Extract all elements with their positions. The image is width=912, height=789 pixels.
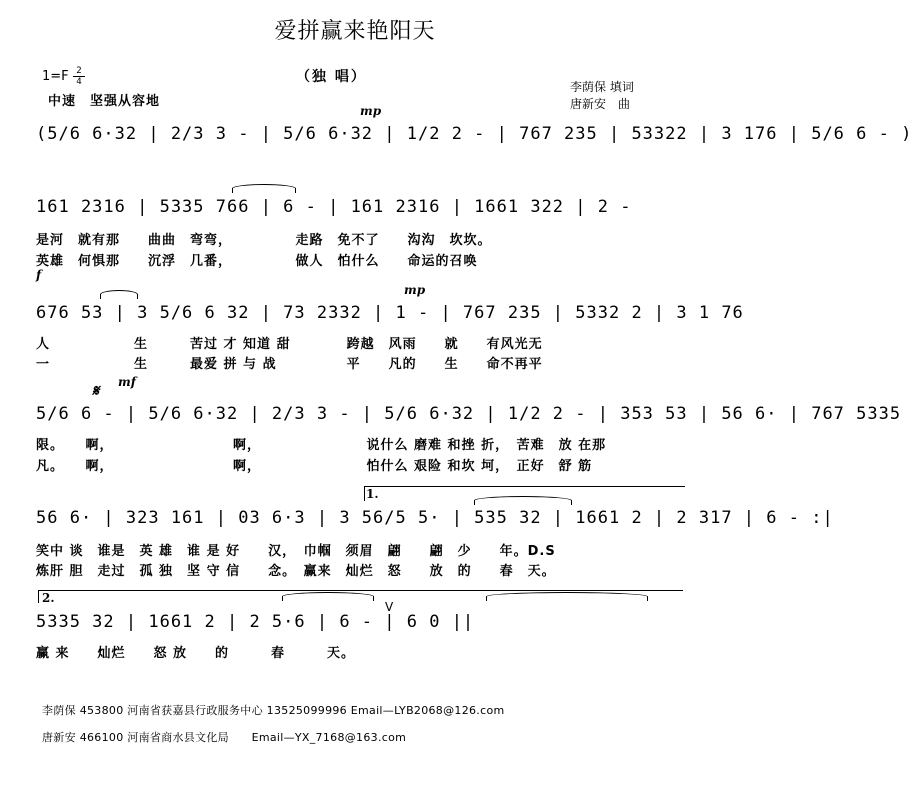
tempo-marking: 中速 坚强从容地 bbox=[48, 94, 161, 109]
performance-type: （独 唱） bbox=[296, 69, 367, 85]
score-system-5: 56 6· | 323 161 | 03 6·3 | 3 56/5 5· | 535 32 | 1661 2 | 2 317 | 6 - :| bbox=[36, 508, 834, 528]
song-title: 爱拼赢来艳阳天 bbox=[274, 19, 436, 44]
lyrics-verse-2-line-3: 凡。 啊， 啊， 怕什么 艰险 和坎 坷， 正好 舒 筋 bbox=[36, 459, 593, 474]
lyrics-verse-2-line-1: 英雄 何惧那 沉浮 几番， 做人 怕什么 命运的召唤 bbox=[36, 254, 478, 269]
time-signature-top: 2 bbox=[73, 66, 85, 77]
volta-second-ending: 2. bbox=[42, 591, 55, 605]
tie-mark-2 bbox=[282, 592, 374, 601]
contact-lyricist: 李荫保 453800 河南省获嘉县行政服务中心 13525099996 Email—LYB2068@126.com bbox=[42, 704, 505, 717]
dynamic-mf: mf bbox=[118, 375, 136, 389]
lyrics-verse-1-line-3: 限。 啊， 啊， 说什么 磨难 和挫 折， 苦难 放 在那 bbox=[36, 438, 607, 453]
lyrics-verse-2-line-4: 炼肝 胆 走过 孤 独 坚 守 信 念。 赢来 灿烂 怒 放 的 春 天。 bbox=[36, 564, 556, 579]
breath-mark: V bbox=[385, 600, 394, 614]
time-signature bbox=[73, 66, 85, 87]
lyrics-verse-1-line-2: 人 生 苦过 才 知道 甜 跨越 风雨 就 有风光无 bbox=[36, 337, 543, 352]
lyrics-verse-2-line-2: 一 生 最爱 拼 与 战 平 凡的 生 命不再平 bbox=[36, 357, 543, 372]
lyricist-credit: 李荫保 填词 bbox=[570, 80, 634, 94]
lyrics-verse-1-line-4: 笑中 谈 谁是 英 雄 谁 是 好 汉， 巾帼 须眉 翩 翩 少 年。D.S bbox=[36, 544, 556, 559]
segno-sign: 𝄋 bbox=[92, 381, 99, 400]
composer-credit: 唐新安 曲 bbox=[570, 97, 631, 111]
dynamic-mp-2: mp bbox=[404, 283, 426, 297]
slur-mark bbox=[232, 184, 296, 193]
key-signature: 1=F bbox=[42, 69, 69, 84]
tie-mark bbox=[100, 290, 138, 299]
time-signature-bottom: 4 bbox=[76, 77, 82, 87]
score-system-2: 161 2316 | 5335 766 | 6 - | 161 2316 | 1661 322 | 2 - bbox=[36, 197, 632, 217]
score-system-6: 5335 32 | 1661 2 | 2 5·6 | 6 - | 6 0 || bbox=[36, 612, 475, 632]
lyrics-verse-1-line-1: 是河 就有那 曲曲 弯弯， 走路 免不了 沟沟 坎坎。 bbox=[36, 233, 492, 248]
score-system-1: (5/6 6·32 | 2/3 3 - | 5/6 6·32 | 1/2 2 - | 767 235 | 53322 | 3 176 | 5/6 6 - ) bbox=[36, 124, 912, 144]
lyrics-ending: 赢 来 灿烂 怒 放 的 春 天。 bbox=[36, 646, 356, 661]
dynamic-f: f bbox=[36, 268, 42, 282]
score-system-4: 5/6 6 - | 5/6 6·32 | 2/3 3 - | 5/6 6·32 | 1/2 2 - | 353 53 | 56 6· | 767 5335 bbox=[36, 404, 902, 424]
volta-first-ending: 1. bbox=[366, 487, 379, 501]
dynamic-mp-1: mp bbox=[360, 104, 382, 118]
contact-composer: 唐新安 466100 河南省商水县文化局 Email—YX_7168@163.com bbox=[42, 731, 407, 744]
score-system-3: 676 53 | 3 5/6 6 32 | 73 2332 | 1 - | 767 235 | 5332 2 | 3 1 76 bbox=[36, 303, 744, 323]
slur-mark-2 bbox=[474, 496, 572, 505]
tie-mark-3 bbox=[486, 592, 648, 601]
